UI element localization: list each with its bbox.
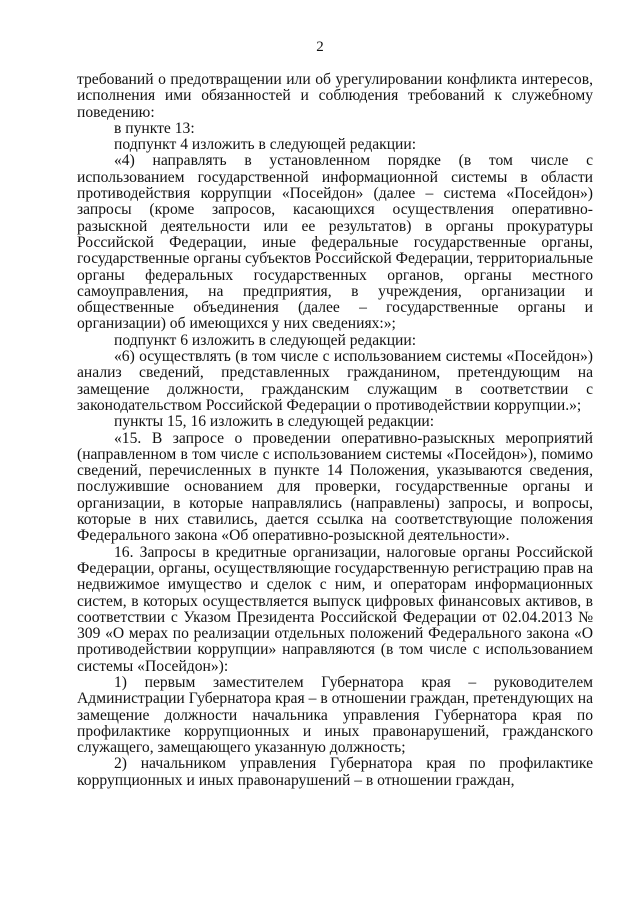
- body-paragraph: подпункт 4 изложить в следующей редакции:: [114, 136, 417, 154]
- body-paragraph: подпункт 6 изложить в следующей редакции:: [114, 331, 417, 349]
- body-paragraph: «6) осуществлять (в том числе с использованием системы «Посейдон») анализ сведений, представленных гражданином, претендующим на замещение должности, гражданским служащим в соответствии с законодательством Российской Федерации о противодействии коррупции.»;: [77, 348, 593, 414]
- body-paragraph: 1) первым заместителем Губернатора края – руководителем Администрации Губернатора края – в отношении граждан, претендующих на замещение должности начальника управления Губернатора края по профилактике коррупционных и иных правонарушений, гражданского служащего, замещающего указанную должность;: [77, 673, 593, 757]
- body-paragraph: «4) направлять в установленном порядке (в том числе с использованием государственной информационной системы в области противодействия коррупции «Посейдон» (далее – система «Посейдон») запросы (кроме запросов, касающихся осуществления оперативно-разыскной деятельности или ее результатов) в органы прокуратуры Российской Федерации, иные федеральные государственные органы, государственные органы субъектов Российской Федерации, территориальные органы федеральных государственных органов, органы местного самоуправления, на предприятия, в учреждения, организации и общественные объединения (далее – государственные органы и организации) об имеющихся у них сведениях:»;: [77, 152, 593, 333]
- body-paragraph: пункты 15, 16 изложить в следующей редакции:: [114, 413, 435, 431]
- body-paragraph: 16. Запросы в кредитные организации, налоговые органы Российской Федерации, органы, осуществляющие государственную регистрацию прав на недвижимое имущество и сделок с ним, и операторам информационных систем, в которых осуществляется выпуск цифровых финансовых активов, в соответствии с Указом Президента Российской Федерации от 02.04.2013 № 309 «О мерах по реализации отдельных положений Федерального закона «О противодействии коррупции» направляются (в том числе с использованием системы «Посейдон»):: [77, 543, 593, 675]
- page-number: 2: [316, 39, 324, 55]
- body-paragraph: «15. В запросе о проведении оперативно-разыскных мероприятий (направленном в том числе с использованием системы «Посейдон»), помимо сведений, перечисленных в пункте 14 Положения, указываются сведения, послужившие основанием для проверки, государственные органы и организации, в которые направлялись (направлены) запросы, и вопросы, которые в них ставились, дается ссылка на соответствующие положения Федерального закона «Об оперативно-розыскной деятельности».: [77, 429, 593, 545]
- body-paragraph: в пункте 13:: [114, 119, 195, 137]
- document-body: [77, 72, 593, 789]
- body-paragraph: требований о предотвращении или об урегулировании конфликта интересов, исполнения ими обязанностей и соблюдения требований к служебному поведению:: [77, 71, 593, 121]
- body-paragraph: 2) начальником управления Губернатора края по профилактике коррупционных и иных правонарушений – в отношении граждан,: [77, 755, 593, 789]
